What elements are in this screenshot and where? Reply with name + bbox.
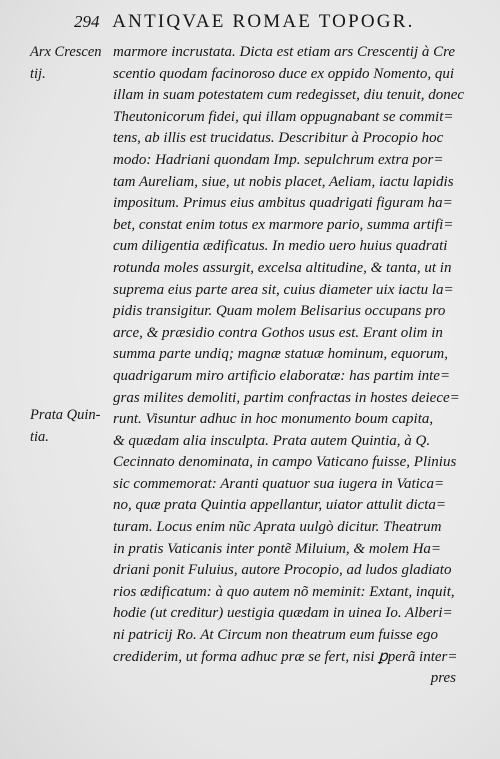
text-line: gras milites demoliti, partim confractas in hostes deiece= xyxy=(113,389,460,406)
margin-note-line: tij. xyxy=(30,65,46,82)
text-line: pres xyxy=(430,670,456,687)
text-line: bet, constat enim totus ex marmore pario, summa artifi= xyxy=(113,216,454,233)
margin-note-line: Arx Crescen xyxy=(30,44,102,60)
text-line: arce, & præsidio contra Gothos usus est. Erant olim in xyxy=(113,324,443,341)
page-number: 294 xyxy=(74,12,100,31)
text-line: crediderim, ut forma adhuc præ se fert, nisi ꝑperã inter= xyxy=(113,648,458,665)
text-line: quadrigarum miro artificio elaboratæ: has partim inte= xyxy=(113,367,451,384)
text-line: runt. Visuntur adhuc in hoc monumento boum capita, xyxy=(113,411,434,428)
margin-note-line: Prata Quin- xyxy=(30,407,101,423)
main-text-block xyxy=(0,42,500,690)
text-line: sic commemorat: Aranti quatuor sua iugera in Vatica= xyxy=(113,475,445,492)
text-line: impositum. Primus eius ambitus quadrigati figuram ha= xyxy=(113,195,453,212)
text-line: tens, ab illis est trucidatus. Describitur à Procopio hoc xyxy=(113,130,444,147)
text-line: suprema eius parte area sit, cuius diameter uix iactu la= xyxy=(113,281,454,298)
text-line: Cecinnato denominata, in campo Vaticano fuisse, Plinius xyxy=(113,454,457,471)
text-line: turam. Locus enim nũc Aprata uulgò dicitur. Theatrum xyxy=(113,519,442,536)
text-line: cum diligentia ædificatus. In medio uero huius quadrati xyxy=(113,238,448,255)
text-line: pidis transigitur. Quam molem Belisarius occupans pro xyxy=(113,303,446,320)
text-line: & quædam alia insculpta. Prata autem Quintia, à Q. xyxy=(113,432,431,449)
text-line: rotunda moles assurgit, excelsa altitudine, & tanta, ut in xyxy=(113,259,452,276)
text-line: tam Aureliam, siue, ut nobis placet, Aeliam, iactu lapidis xyxy=(113,173,454,190)
text-line: rios ædificatum: à quo autem nõ meminit: Extant, inquit, xyxy=(113,583,455,600)
text-line: no, quæ prata Quintia appellantur, uiator attulit dicta= xyxy=(113,497,447,514)
text-line: hodie (ut creditur) uestigia quædam in uinea Io. Alberi= xyxy=(113,605,453,622)
margin-note-line: tia. xyxy=(30,428,49,445)
text-line: Theutonicorum fidei, qui illam oppugnabant se commit= xyxy=(113,108,454,125)
text-line: illam in suam potestatem cum redegisset, diu tenuit, donec xyxy=(113,87,465,104)
text-line: driani ponit Fuluius, autore Procopio, ad ludos gladiato xyxy=(113,562,452,579)
text-line: marmore incrustata. Dicta est etiam ars Crescentij à Cre xyxy=(113,44,456,60)
text-line: scentio quodam facinoroso duce ex oppido Nomento, qui xyxy=(113,65,455,82)
text-line: modo: Hadriani quondam Imp. sepulchrum extra por= xyxy=(113,151,444,168)
text-line: ni patricij Ro. At Circum non theatrum eum fuisse ego xyxy=(113,627,438,644)
page-header xyxy=(74,10,415,34)
text-line: summa parte undiq; magnæ statuæ hominum, equorum, xyxy=(113,346,449,363)
text-line: in pratis Vaticanis inter pontẽ Miluium, & molem Ha= xyxy=(113,540,442,557)
running-title: ANTIQVAE ROMAE TOPOGR. xyxy=(112,11,415,32)
